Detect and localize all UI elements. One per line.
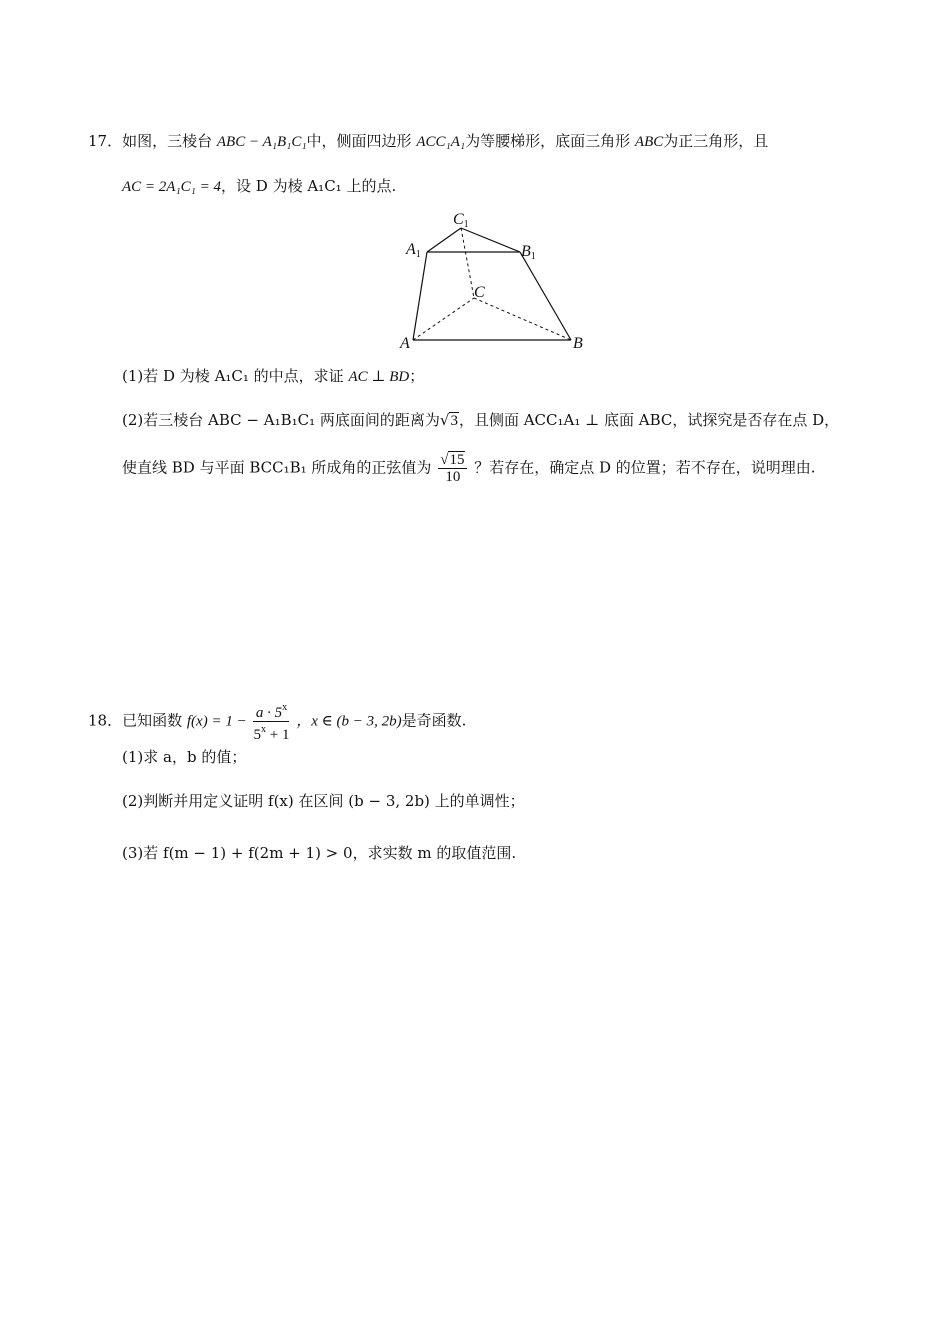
q18-func-den: 5 <box>253 727 261 743</box>
q17-part2-line2 <box>122 452 816 485</box>
q17-intro-line <box>88 130 768 153</box>
label-c1: C1 <box>453 211 469 230</box>
q17-part2-a: (2)若三棱台 ABC − A₁B₁C₁ 两底面间的距离为 <box>122 411 440 429</box>
q17-frustum: ABC − A₁B₁C₁ <box>216 134 307 150</box>
q17-frac-num: 15 <box>449 452 465 468</box>
q18-intro-suffix: 是奇函数. <box>401 711 467 730</box>
edge-c1b1 <box>461 228 520 252</box>
q18-num-exp: x <box>282 702 288 713</box>
q17-part1-end: ； <box>409 367 425 385</box>
q18-fraction <box>253 700 289 743</box>
q18-part2: (2)判断并用定义证明 f(x) 在区间 (b − 3, 2b) 上的单调性； <box>122 792 525 810</box>
q17-frac-den: 10 <box>445 469 461 485</box>
edge-cc1-hidden <box>461 228 474 298</box>
label-b: B <box>573 335 583 352</box>
q18-part3: (3)若 f(m − 1) + f(2m + 1) > 0，求实数 m 的取值范围. <box>122 844 517 862</box>
edge-bc-hidden <box>474 298 571 340</box>
frustum-figure <box>395 207 595 357</box>
q17-base: ABC <box>634 134 664 150</box>
label-a1: A1 <box>406 241 421 260</box>
sqrt-symbol: √ <box>439 411 450 429</box>
q17-part1 <box>122 365 424 388</box>
edge-aa1 <box>413 252 427 340</box>
q18-intro-line <box>88 700 466 743</box>
edge-a1c1 <box>427 228 461 252</box>
q17-part2-b: ，且侧面 ACC₁A₁ ⊥ 底面 ABC，试探究是否存在点 D， <box>458 411 840 429</box>
q18-func-den-tail: + 1 <box>265 727 290 743</box>
edge-ac-hidden <box>413 298 474 340</box>
q17-intro-mid2: 为等腰梯形，底面三角形 <box>465 132 631 150</box>
q17-part2-d: ？若存在，确定点 D 的位置；若不存在，说明理由. <box>474 458 816 477</box>
q17-intro-mid1: 中，侧面四边形 <box>306 132 412 150</box>
sqrt-symbol-2: √ <box>440 452 449 468</box>
q18-intro: 已知函数 <box>122 711 183 730</box>
q17-condition-suffix: ，设 D 为棱 A₁C₁ 上的点. <box>221 177 397 195</box>
q17-intro-suffix: 为正三角形，且 <box>663 132 769 150</box>
q17-condition: AC = 2A₁C₁ = 4 <box>122 179 222 195</box>
q17-face: ACC₁A₁ <box>416 134 466 150</box>
q18-func-lhs: f(x) = 1 − <box>186 713 247 730</box>
edge-bb1 <box>520 252 571 340</box>
q18-number: 18． <box>88 711 123 730</box>
q17-sqrt3: 3 <box>450 413 458 429</box>
q17-condition-line <box>122 175 396 198</box>
q17-part1-prefix: (1)若 D 为棱 A₁C₁ 的中点，求证 <box>122 367 344 385</box>
q18-domain: ，x ∈ (b − 3, 2b) <box>296 713 402 730</box>
q18-den-exp: x <box>260 724 266 735</box>
label-b1: B1 <box>521 243 536 262</box>
q17-part2-line1 <box>122 409 839 432</box>
label-a: A <box>400 335 410 352</box>
q17-number: 17． <box>88 132 123 150</box>
q18-func-num: a · 5 <box>255 705 283 721</box>
label-c: C <box>474 284 485 301</box>
q17-fraction <box>438 452 467 485</box>
q17-intro-prefix: 如图，三棱台 <box>122 132 213 150</box>
q17-part1-claim: AC ⊥ BD <box>348 369 410 385</box>
q18-part1: (1)求 a，b 的值； <box>122 748 247 766</box>
q17-part2-c: 使直线 BD 与平面 BCC₁B₁ 所成角的正弦值为 <box>122 458 432 477</box>
